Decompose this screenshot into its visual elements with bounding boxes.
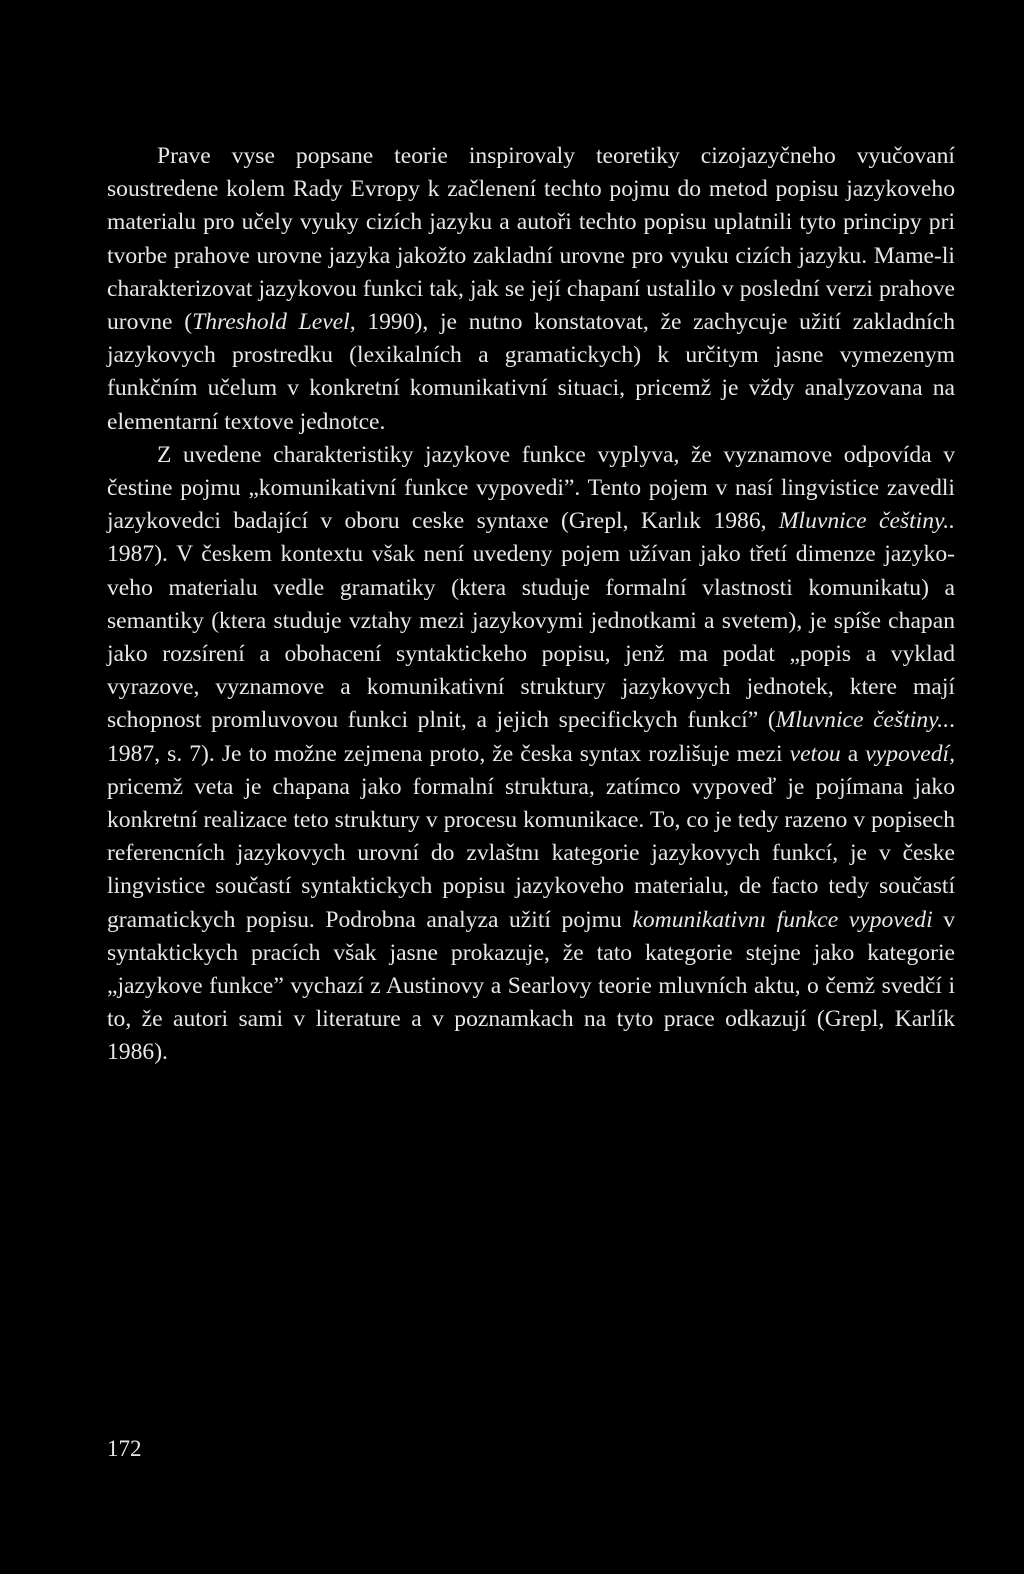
page-number: 172 [107, 1436, 142, 1461]
paragraph-2-italic-term-vypoved: vypovedí, [865, 740, 955, 767]
paragraph-2-text-cont-3: a [840, 740, 866, 767]
paragraph-2-text-cont-4: pricemž veta je chapana jako formalní struktura, zatímco vypoveď je pojímana jako konkretní realizace teto struktury v procesu komunikace. To, co je tedy razeno v popisech referencních jazykovych urovní do zvlaštnı kategorie jazykovych funkcí, je v česke lingvistice součastí syntaktickych popisu jazykoveho materialu, de facto tedy součastí gramatickych popisu. Podrobna analyza užití pojmu [107, 773, 955, 933]
paragraph-2-text-cont-1: 1987). V českem kontextu však není uvedeny pojem užívan jako třetí dimenze jazykoveho materialu vedle gramatiky (ktera studuje formalní vlastnosti komunikatu) a semantiky (ktera studuje vztahy mezi jazykovymi jednotkami a svetem), je spíše chapan jako rozsírení a obohacení syntaktickeho popisu, jenž ma podat „popis a vyklad vyrazove, vyznamove a komunikativní struktury jazykovych jednotek, ktere mají schopnost promluvovou funkci plnit, a jejich specifickych funkcí” ( [107, 541, 955, 734]
paragraph-1-text: Prave vyse popsane teorie inspirovaly teoretiky cizojazyčneho vyučovaní soustredene kolem Rady Evropy k začlenení techto pojmu do metod popisu jazykoveho materialu pro učely vyuky cizích jazyku a autoři techto popisu uplatnili tyto principy pri tvorbe prahove urovne jazyka jakožto zakladní urovne pro vyuku cizích jazyku. Mame-li charakterizovat jazykovou funkci tak, jak se její chapaní ustalilo v poslední verzi prahove urovne ( [107, 143, 955, 336]
paragraph-2-text-cont-5: v syntaktickych pracích však jasne prokazuje, že tato kategorie stejne jako kategorie „jazykove funkce” vychazí z Austinovy a Searlovy teorie mluvních aktu, o čemž svedčí i to, že autori sami v literature a v poznamkach na tyto prace odkazují (Grepl, Karlík 1986). [107, 906, 956, 1066]
paragraph-2-text-cont-2: . 1987, s. 7). Je to možne zejmena proto, že česka syntax rozlišuje mezi [107, 707, 955, 767]
paragraph-1-text-cont: 1990), je nutno konstatovat, že zachycuje užití zakladních jazykovych prostredku (lexikalních a gramatickych) k určitym jasne vymezenym funkčním učelum v konkretní komunikativní situaci, pricemž je vždy analyzovana na elementarní textove jednotce. [107, 309, 955, 435]
paragraph-2-italic-ref-1: Mluvnice češtiny.. [778, 508, 955, 535]
paragraph-2-italic-ref-2: Mluvnice češtiny.. [775, 707, 950, 734]
paragraph-2-italic-term-veta: vetou [789, 740, 841, 767]
paragraph-2-italic-term-funkce: komunikativnı funkce vypovedi [632, 906, 933, 933]
paragraph-2-text: Z uvedene charakteristiky jazykove funkce vyplyva, že vyznamove odpovída v čestine pojmu „komunikativní funkce vypovedi”. Tento pojem v nasí lingvistice zavedli jazykovedci badající v oboru ceske syntaxe (Grepl, Karlık 1986, [107, 441, 955, 535]
paragraph-1 [107, 140, 955, 439]
page-body [107, 140, 955, 1070]
paragraph-1-italic-title: Threshold Level, [192, 309, 356, 336]
paragraph-2 [107, 439, 955, 1070]
